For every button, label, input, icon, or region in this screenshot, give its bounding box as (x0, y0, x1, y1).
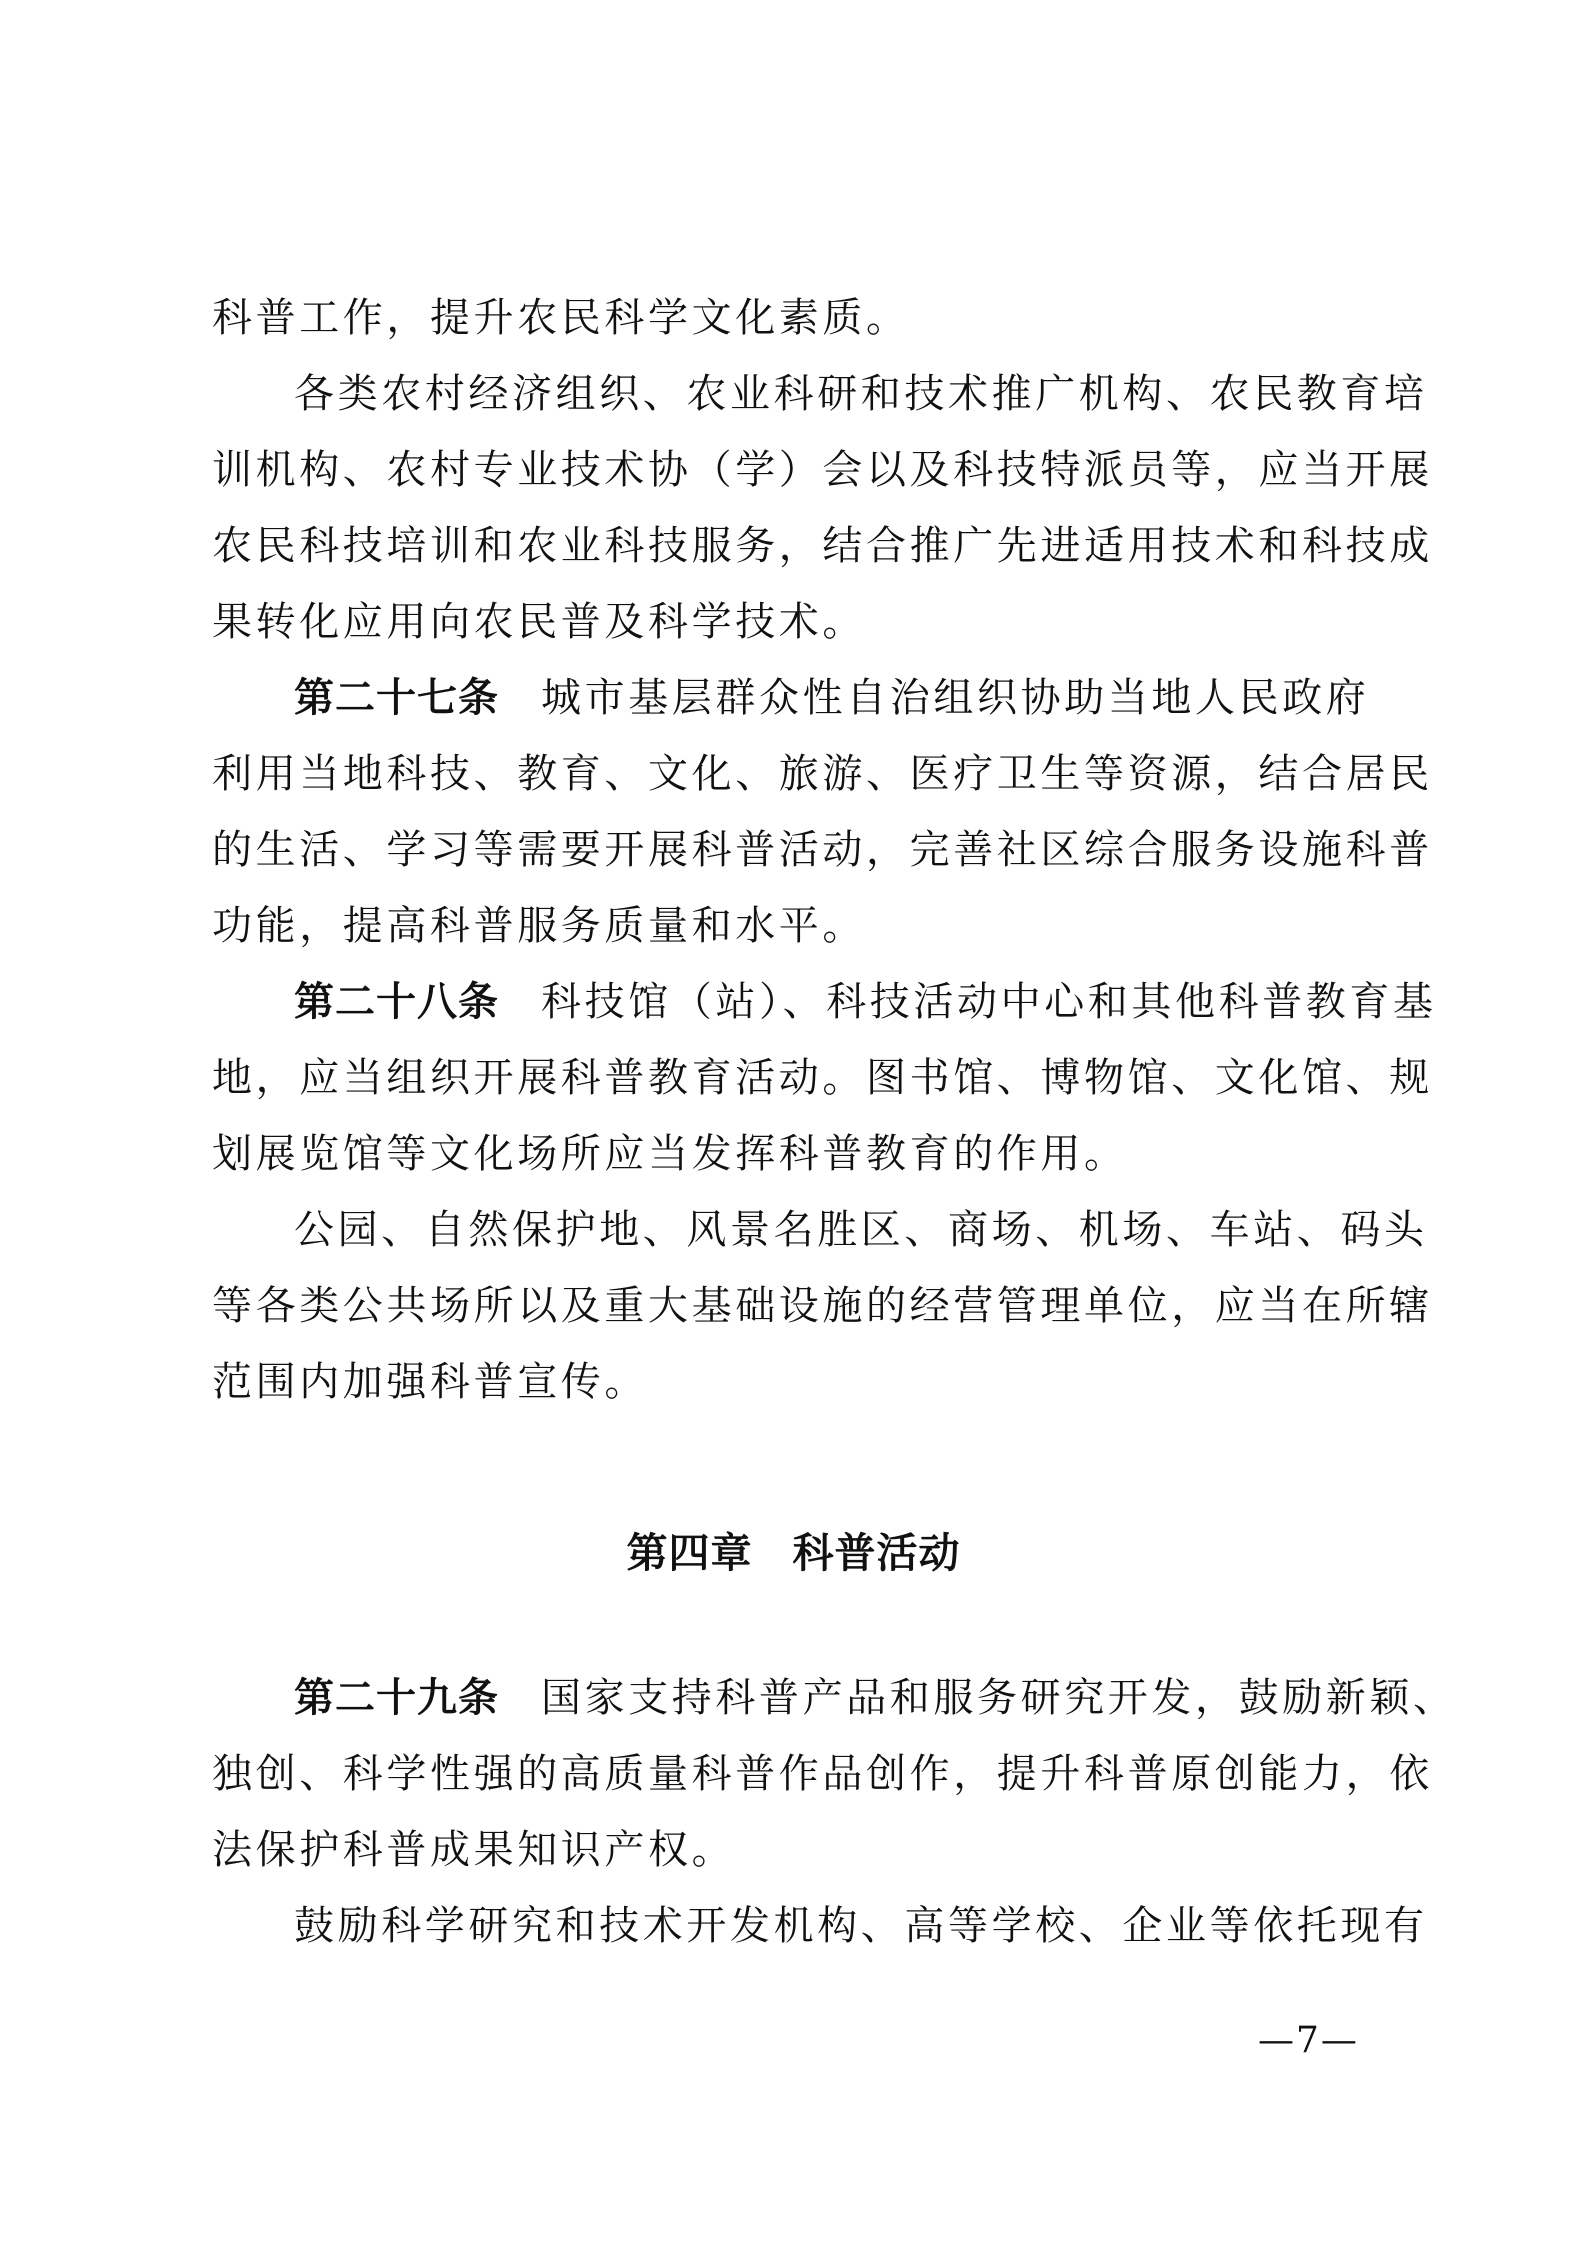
paragraph-line: 农民科技培训和农业科技服务，结合推广先进适用技术和科技成 (212, 523, 1433, 569)
paragraph-line: 鼓励科学研究和技术开发机构、高等学校、企业等依托现有 (294, 1903, 1428, 1949)
paragraph-line: 的生活、学习等需要开展科普活动，完善社区综合服务设施科普 (212, 827, 1433, 873)
paragraph-line: 公园、自然保护地、风景名胜区、商场、机场、车站、码头 (294, 1207, 1428, 1253)
paragraph-line: 范围内加强科普宣传。 (212, 1359, 648, 1405)
page-number: —7— (1258, 2020, 1359, 2061)
chapter-title: 科普活动 (792, 1529, 961, 1577)
paragraph-line: 各类农村经济组织、农业科研和技术推广机构、农民教育培 (294, 371, 1428, 417)
paragraph-line: 法保护科普成果知识产权。 (212, 1827, 736, 1873)
paragraph-line: 果转化应用向农民普及科学技术。 (212, 599, 866, 645)
article-28-title: 第二十八条 (294, 979, 499, 1025)
paragraph-line: 独创、科学性强的高质量科普作品创作，提升科普原创能力，依 (212, 1751, 1433, 1797)
paragraph-line: 等各类公共场所以及重大基础设施的经营管理单位，应当在所辖 (212, 1283, 1433, 1329)
article-27-title: 第二十七条 (294, 675, 499, 721)
article-29-title: 第二十九条 (294, 1675, 499, 1721)
article-27-text: 城市基层群众性自治组织协助当地人民政府 (541, 675, 1370, 721)
paragraph-line: 科普工作，提升农民科学文化素质。 (212, 295, 910, 341)
paragraph-line: 利用当地科技、教育、文化、旅游、医疗卫生等资源，结合居民 (212, 751, 1433, 797)
article-27-first-line (212, 660, 1392, 736)
paragraph-line: 训机构、农村专业技术协（学）会以及科技特派员等，应当开展 (212, 447, 1433, 493)
article-29-first-line (212, 1660, 1457, 1736)
chapter-number: 第四章 (626, 1529, 753, 1577)
article-28-first-line (212, 964, 1437, 1040)
body-text-upper (212, 280, 1437, 1420)
article-29-text: 国家支持科普产品和服务研究开发，鼓励新颖、 (541, 1675, 1457, 1721)
paragraph-line: 地，应当组织开展科普教育活动。图书馆、博物馆、文化馆、规 (212, 1055, 1433, 1101)
paragraph-line: 功能，提高科普服务质量和水平。 (212, 903, 866, 949)
article-28-text: 科技馆（站）、科技活动中心和其他科普教育基 (541, 979, 1437, 1025)
body-text-lower (212, 1660, 1457, 1964)
chapter-heading (0, 1520, 1587, 1579)
paragraph-line: 划展览馆等文化场所应当发挥科普教育的作用。 (212, 1131, 1128, 1177)
